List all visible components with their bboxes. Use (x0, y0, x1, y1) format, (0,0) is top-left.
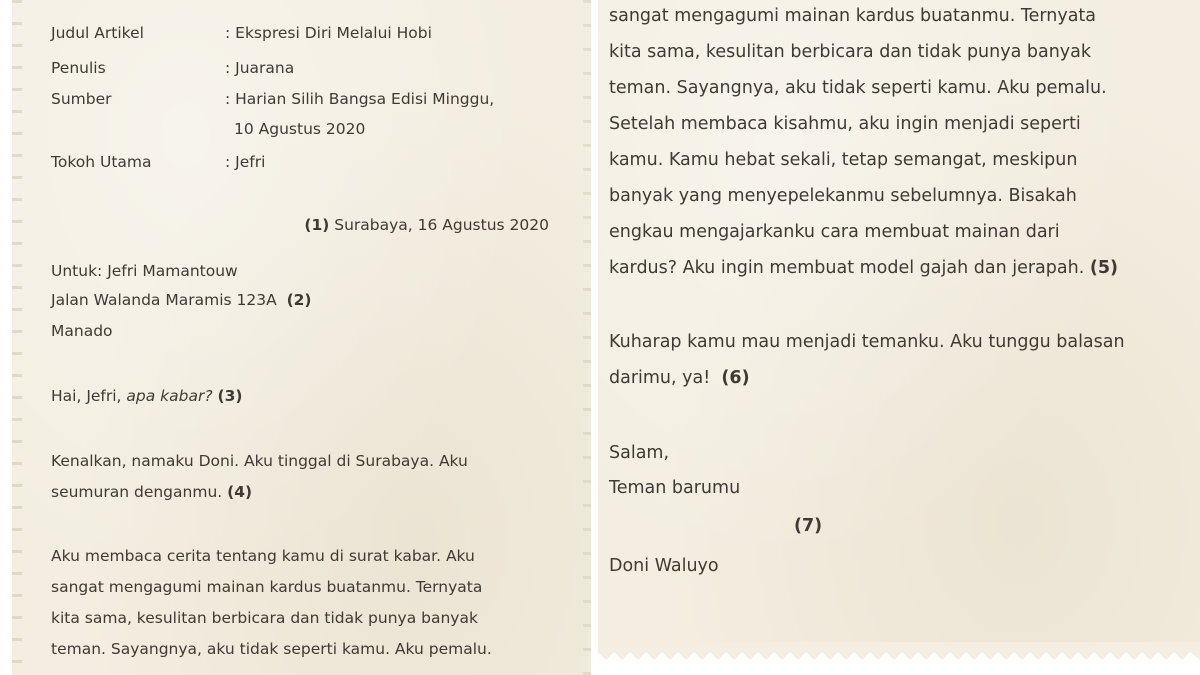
body-right-line: kamu. Kamu hebat sekali, tetap semangat, meskipun (609, 150, 1078, 170)
closing-marker: (6) (721, 368, 750, 388)
body-right-last-text: kardus? Aku ingin membuat model gajah dan jerapah. (609, 258, 1085, 278)
penulis-value: : Juarana (225, 59, 295, 77)
closing-text: darimu, ya! (609, 368, 711, 388)
body-left-cutoff (51, 669, 56, 675)
address-marker: (2) (286, 291, 312, 309)
greeting-italic: apa kabar? (126, 387, 213, 405)
signature-name: Doni Waluyo (609, 556, 719, 576)
body-right-last-line (609, 257, 1118, 279)
judul-value: : Ekspresi Diri Melalui Hobi (225, 24, 432, 42)
closing-line-1: Kuharap kamu mau menjadi temanku. Aku tunggu balasan (609, 332, 1125, 352)
date-text: Surabaya, 16 Agustus 2020 (334, 216, 549, 234)
salam: Salam, (609, 443, 670, 463)
torn-edge-bottom (598, 642, 1200, 666)
intro-marker: (4) (227, 483, 253, 501)
date-marker: (1) (304, 216, 330, 234)
tokoh-label: Tokoh Utama (51, 153, 152, 171)
address-line-2 (51, 290, 312, 310)
address-line-3: Manado (51, 322, 113, 340)
closing-line-2 (609, 367, 750, 389)
intro-text: seumuran denganmu. (51, 483, 223, 501)
body-left-line: Aku membaca cerita tentang kamu di surat kabar. Aku (51, 547, 475, 565)
torn-edge-right (583, 0, 591, 675)
greeting-marker: (3) (217, 387, 243, 405)
penulis-label: Penulis (51, 59, 106, 77)
right-page (598, 0, 1200, 652)
body-right-line: Setelah membaca kisahmu, aku ingin menjadi seperti (609, 114, 1081, 134)
greeting-pre: Hai, Jefri, (51, 387, 127, 405)
signature-marker: (7) (794, 516, 823, 536)
letter-date (304, 215, 549, 235)
intro-line-2 (51, 482, 252, 502)
body-right-line: teman. Sayangnya, aku tidak seperti kamu. Aku pemalu. (609, 78, 1107, 98)
body-left-line: kita sama, kesulitan berbicara dan tidak punya banyak (51, 609, 478, 627)
sumber-value-line-1: : Harian Silih Bangsa Edisi Minggu, (225, 90, 495, 108)
sumber-value-line-2: 10 Agustus 2020 (234, 120, 366, 138)
judul-label: Judul Artikel (51, 24, 144, 42)
left-page (12, 0, 591, 675)
tokoh-value: : Jefri (225, 153, 266, 171)
body-left-line: sangat mengagumi mainan kardus buatanmu. Ternyata (51, 578, 483, 596)
torn-edge-left (12, 0, 22, 675)
intro-line-1: Kenalkan, namaku Doni. Aku tinggal di Surabaya. Aku (51, 452, 468, 470)
greeting (51, 386, 243, 406)
address-line-1: Untuk: Jefri Mamantouw (51, 262, 238, 280)
body-right-line: sangat mengagumi mainan kardus buatanmu. Ternyata (609, 6, 1097, 26)
body-left-line: teman. Sayangnya, aku tidak seperti kamu. Aku pemalu. (51, 640, 492, 658)
body-right-line: banyak yang menyepelekanmu sebelumnya. Bisakah (609, 186, 1077, 206)
sumber-label: Sumber (51, 90, 112, 108)
address-street: Jalan Walanda Maramis 123A (51, 291, 277, 309)
body-right-line: kita sama, kesulitan berbicara dan tidak punya banyak (609, 42, 1092, 62)
teman-barumu: Teman barumu (609, 478, 741, 498)
body-marker: (5) (1089, 258, 1119, 278)
body-right-line: engkau mengajarkanku cara membuat mainan dari (609, 222, 1060, 242)
